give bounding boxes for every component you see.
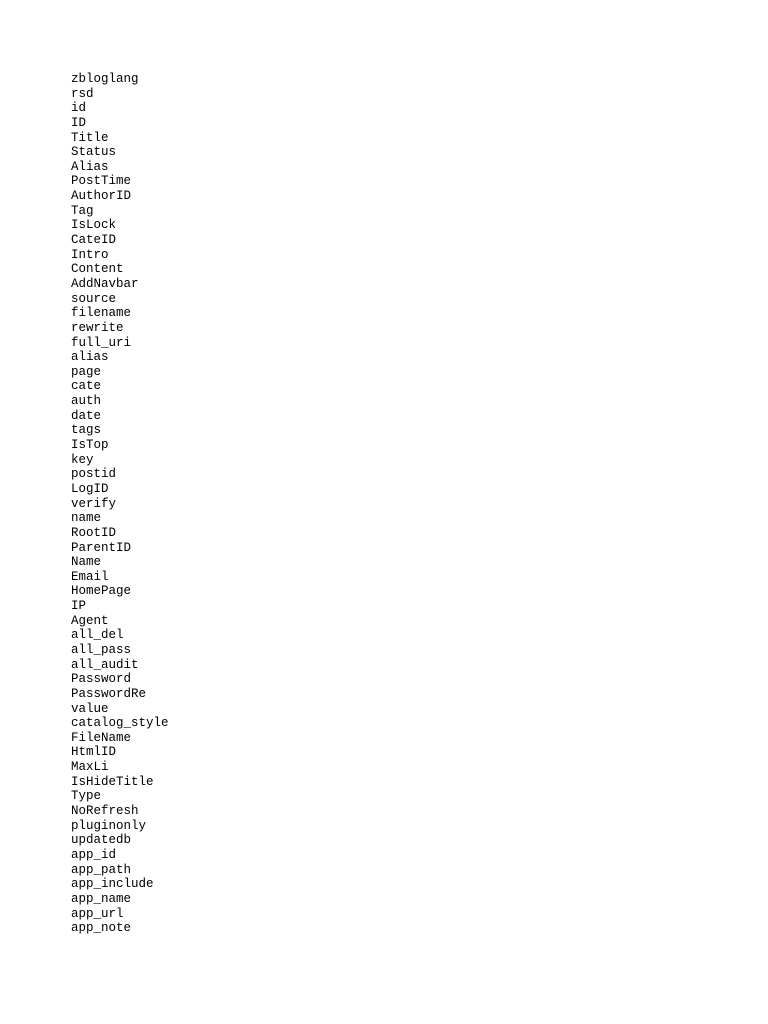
text-line: HomePage xyxy=(71,584,132,599)
text-line: filename xyxy=(71,306,132,321)
text-line: ParentID xyxy=(71,540,132,555)
text-line: ID xyxy=(71,115,87,130)
text-line: app_id xyxy=(71,847,117,862)
text-line: rsd xyxy=(71,86,94,101)
text-line: full_uri xyxy=(71,335,132,350)
text-line: Password xyxy=(71,672,132,687)
text-line: alias xyxy=(71,350,109,365)
text-line: PostTime xyxy=(71,174,132,189)
text-line: value xyxy=(71,701,109,716)
text-line: postid xyxy=(71,467,117,482)
text-line: name xyxy=(71,511,102,526)
text-line: all_pass xyxy=(71,642,132,657)
text-line: all_audit xyxy=(71,657,139,672)
text-line: AuthorID xyxy=(71,189,132,204)
text-line: page xyxy=(71,364,102,379)
text-line: app_url xyxy=(71,906,124,921)
text-line: Tag xyxy=(71,203,94,218)
text-line: Status xyxy=(71,145,117,160)
text-line: catalog_style xyxy=(71,716,169,731)
text-line: app_path xyxy=(71,862,132,877)
text-line: Agent xyxy=(71,613,109,628)
text-line: verify xyxy=(71,496,117,511)
text-line: IP xyxy=(71,599,87,614)
text-line: auth xyxy=(71,394,102,409)
text-line: PasswordRe xyxy=(71,686,147,701)
text-line: pluginonly xyxy=(71,818,147,833)
text-line: NoRefresh xyxy=(71,804,139,819)
text-line: FileName xyxy=(71,730,132,745)
text-line: LogID xyxy=(71,481,109,496)
text-line: Type xyxy=(71,789,102,804)
text-line: AddNavbar xyxy=(71,276,139,291)
text-line: key xyxy=(71,452,94,467)
text-line: id xyxy=(71,101,87,116)
text-line: app_name xyxy=(71,891,132,906)
text-line: MaxLi xyxy=(71,760,109,775)
text-line: all_del xyxy=(71,628,124,643)
text-line: HtmlID xyxy=(71,745,117,760)
text-line: IsHideTitle xyxy=(71,774,154,789)
text-line: Email xyxy=(71,569,109,584)
text-line: updatedb xyxy=(71,833,132,848)
text-line: CateID xyxy=(71,233,117,248)
text-line: app_include xyxy=(71,877,154,892)
text-line: IsTop xyxy=(71,438,109,453)
text-line: IsLock xyxy=(71,218,117,233)
text-line: app_note xyxy=(71,921,132,936)
text-line: rewrite xyxy=(71,320,124,335)
text-line: Alias xyxy=(71,159,109,174)
text-line: Intro xyxy=(71,247,109,262)
text-line: date xyxy=(71,408,102,423)
text-line: cate xyxy=(71,379,102,394)
text-line: Content xyxy=(71,262,124,277)
text-line: source xyxy=(71,291,117,306)
text-line: Name xyxy=(71,555,102,570)
text-line: zbloglang xyxy=(71,72,139,86)
text-line: RootID xyxy=(71,525,117,540)
text-line: Title xyxy=(71,130,109,145)
text-line: tags xyxy=(71,423,102,438)
text-document xyxy=(71,72,169,936)
